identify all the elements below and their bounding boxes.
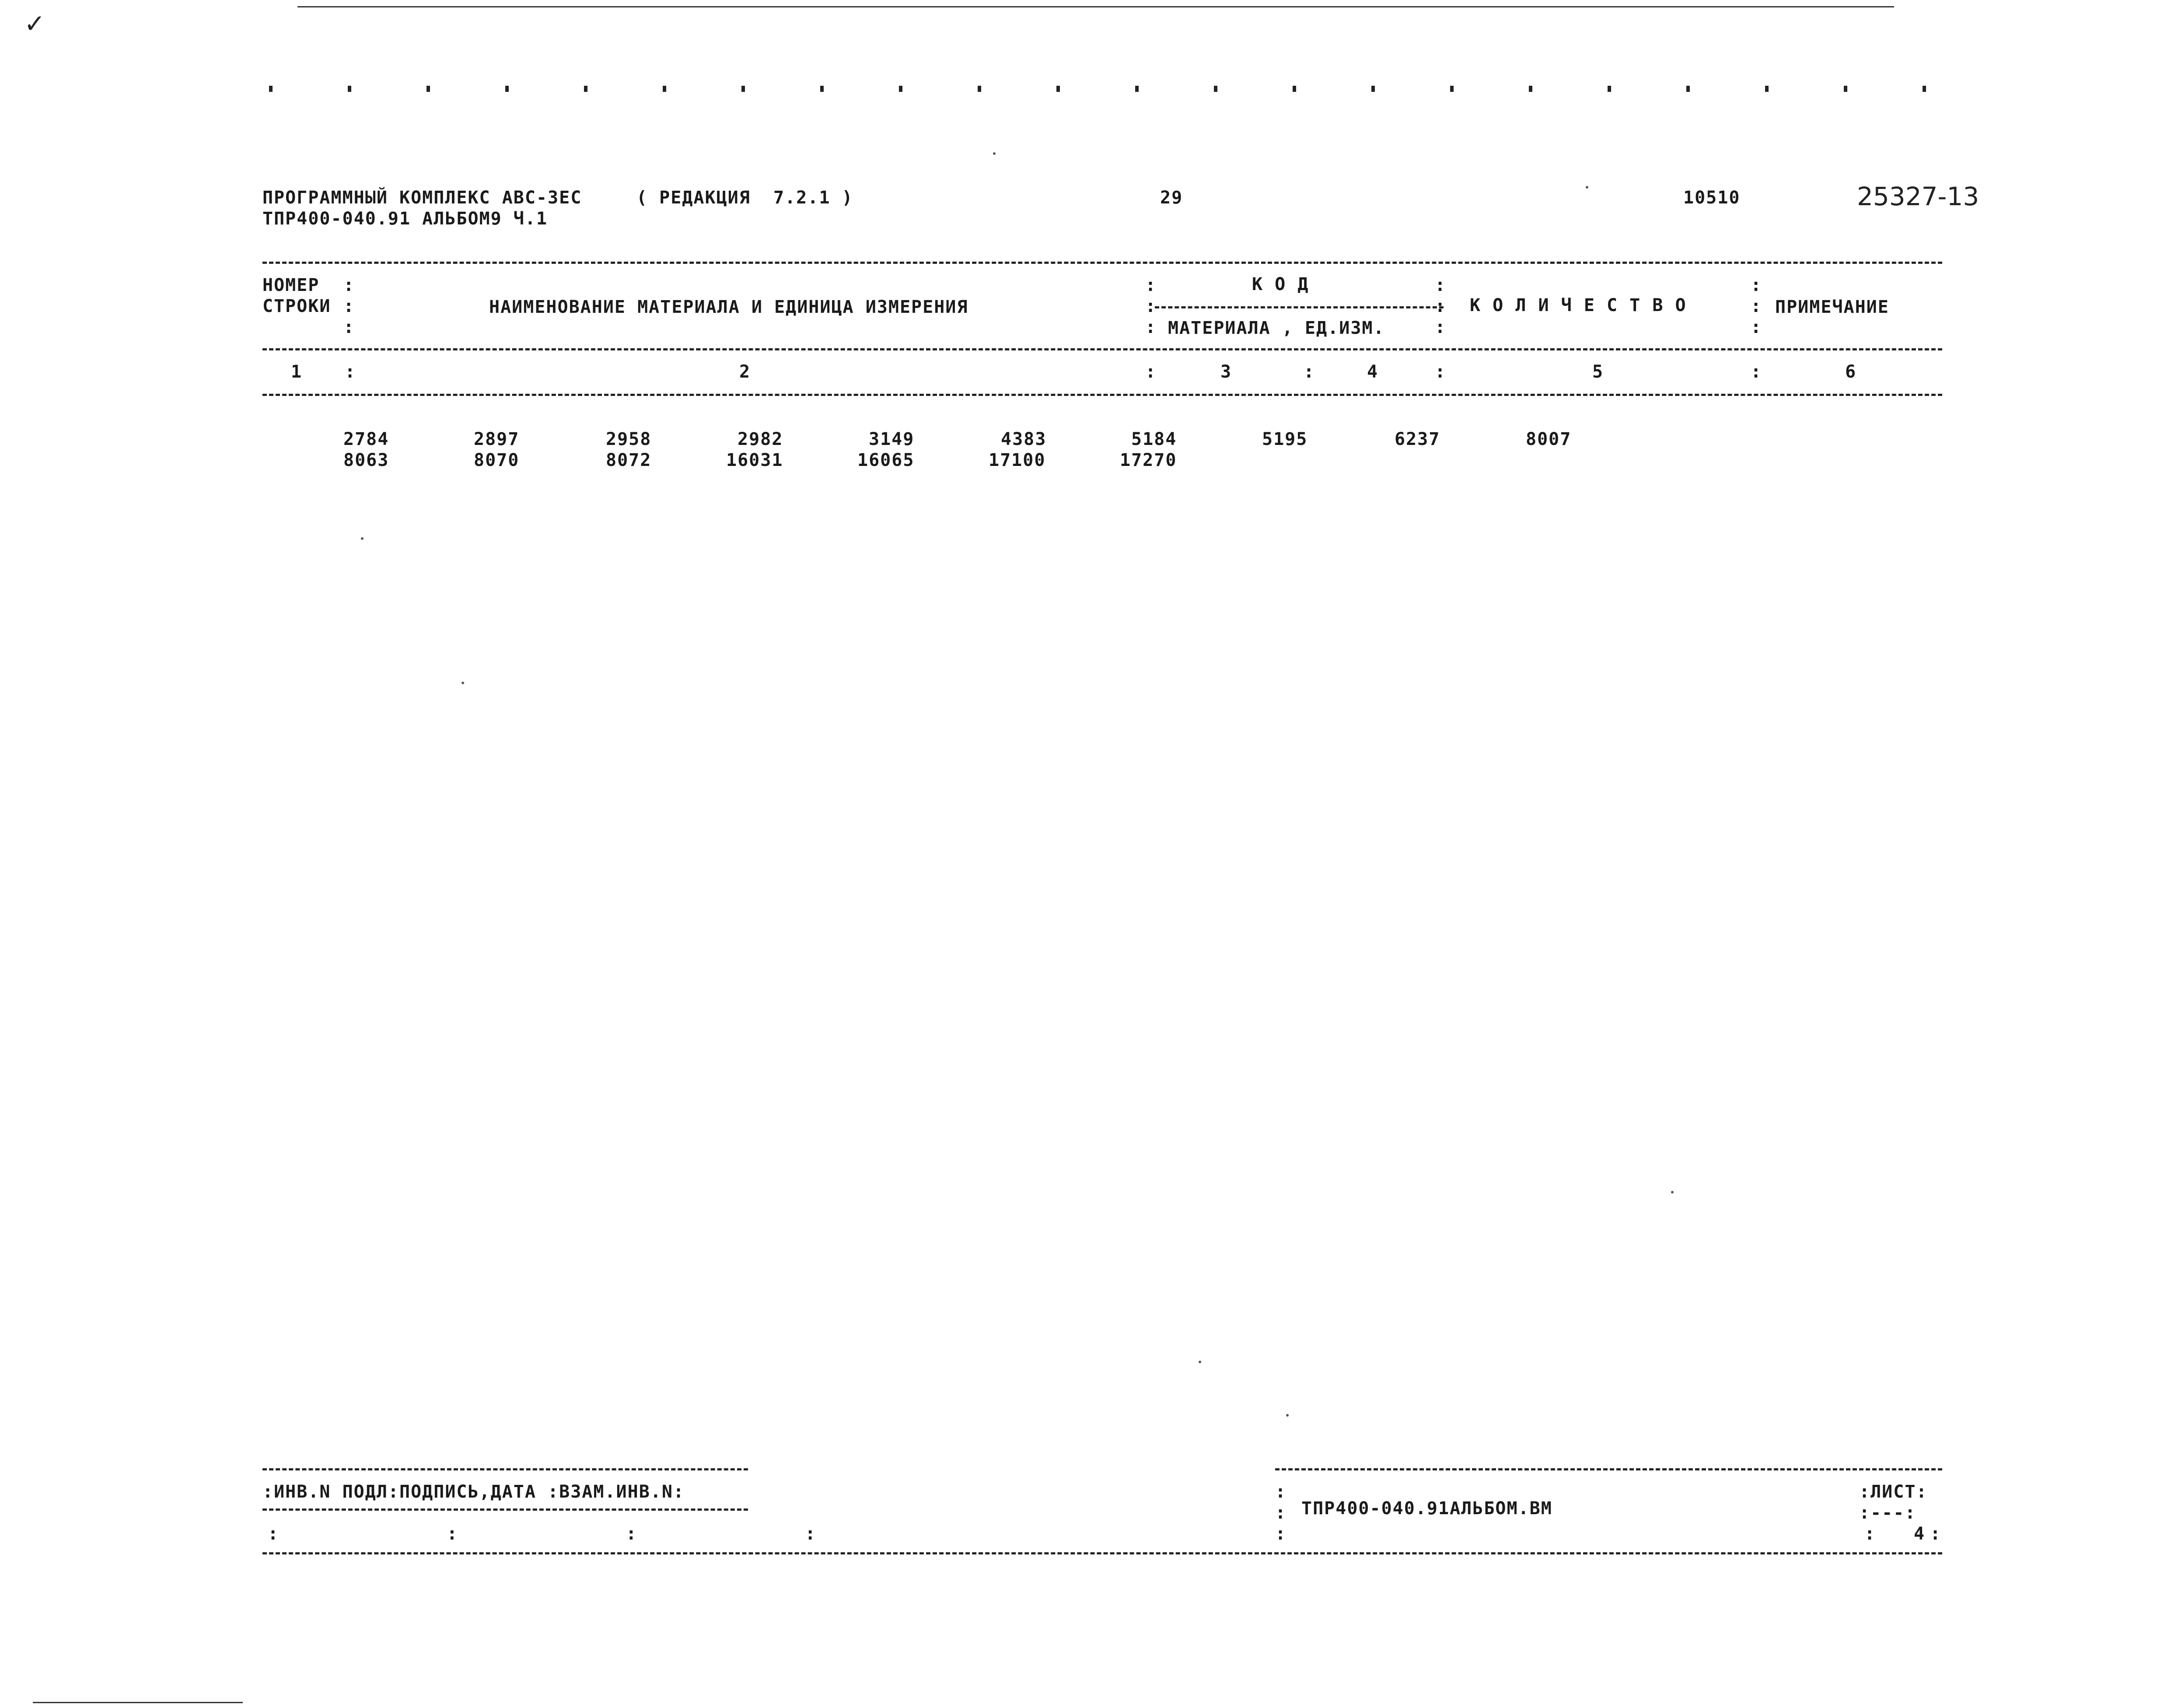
footer-document-code: ТПР400-040.91АЛЬБОМ.ВМ: [1301, 1498, 1552, 1519]
value-cell: 8007: [1526, 429, 1572, 449]
value-cell: 2897: [474, 429, 520, 449]
top-edge-line: [297, 6, 1894, 7]
column-number-5: 5: [1592, 362, 1604, 382]
code-header-divider: [1155, 306, 1444, 308]
colnum-sep-1: :: [345, 362, 356, 382]
colnum-sep-2: :: [1145, 362, 1156, 382]
col2-separator: : : :: [1145, 275, 1156, 337]
column-number-4: 4: [1367, 362, 1379, 382]
col-quantity-header: К О Л И Ч Е С Т В О: [1470, 295, 1687, 315]
value-cell: 2982: [738, 429, 783, 449]
page-number: 29: [1160, 188, 1183, 208]
sheet-number-border: :: [1864, 1524, 1875, 1544]
header-top-rule: [262, 262, 1942, 264]
value-cell: 6237: [1395, 429, 1440, 449]
col-number-header-line2: СТРОКИ: [262, 296, 331, 316]
colnum-sep-5: :: [1751, 362, 1762, 382]
footer-bottom-rule: [262, 1552, 1942, 1554]
column-number-2: 2: [739, 362, 751, 382]
edition-label: ( РЕДАКЦИЯ 7.2.1 ): [636, 188, 853, 208]
column-number-3: 3: [1220, 362, 1232, 382]
value-cell: 4383: [1001, 429, 1047, 449]
column-number-6: 6: [1845, 362, 1857, 382]
value-cell: 8072: [606, 450, 652, 470]
col-name-header: НАИМЕНОВАНИЕ МАТЕРИАЛА И ЕДИНИЦА ИЗМЕРЕНИЯ: [489, 297, 968, 317]
sheet-label: :ЛИСТ:: [1859, 1482, 1928, 1502]
footer-signature-labels: :ИНВ.N ПОДЛ:ПОДПИСЬ,ДАТА :ВЗАМ.ИНВ.N:: [262, 1482, 685, 1502]
footer-right-left-border: : : :: [1275, 1482, 1286, 1544]
document-code: 10510: [1683, 188, 1741, 208]
value-cell: 5184: [1131, 429, 1177, 449]
col-code-header-bottom: МАТЕРИАЛА , ЕД.ИЗМ.: [1168, 318, 1385, 338]
column-number-1: 1: [291, 362, 303, 382]
col-number-header-line1: НОМЕР: [262, 275, 320, 295]
footer-left-top-rule: [262, 1468, 748, 1470]
value-cell: 16065: [857, 450, 915, 470]
value-cell: 16031: [726, 450, 783, 470]
corner-checkmark: ✓: [24, 9, 45, 38]
value-cell: 8070: [474, 450, 520, 470]
sheet-number: 4: [1914, 1524, 1926, 1544]
footer-left-cell-separators: : : : :: [268, 1524, 816, 1544]
subtitle: ТПР400-040.91 АЛЬБОМ9 Ч.1: [262, 209, 548, 229]
value-cell: 8063: [343, 450, 389, 470]
col4-separator: : : :: [1751, 275, 1762, 337]
value-cell: 17100: [989, 450, 1046, 470]
header-bottom-rule: [262, 394, 1942, 396]
header-mid-rule: [262, 348, 1942, 350]
sheet-number-right-border: :: [1930, 1524, 1941, 1544]
colnum-sep-4: :: [1435, 362, 1446, 382]
value-cell: 3149: [869, 429, 915, 449]
value-cell: 5195: [1262, 429, 1308, 449]
program-title: ПРОГРАММНЫЙ КОМПЛЕКС АВС-ЗЕС: [262, 188, 582, 208]
col1-separator: : : :: [343, 275, 354, 337]
handwritten-number: 25327-13: [1857, 182, 1979, 211]
footer-right-top-rule: [1275, 1468, 1942, 1470]
value-cell: 17270: [1120, 450, 1177, 470]
colnum-sep-3: :: [1304, 362, 1314, 382]
col-code-header-top: К О Д: [1252, 274, 1309, 294]
col3-separator: : : :: [1435, 275, 1446, 337]
col-note-header: ПРИМЕЧАНИЕ: [1775, 297, 1889, 317]
sheet-label-divider: :---:: [1859, 1503, 1916, 1523]
bottom-edge-line: [33, 1702, 243, 1703]
value-cell: 2958: [606, 429, 652, 449]
footer-left-mid-rule: [262, 1508, 748, 1511]
value-cell: 2784: [343, 429, 389, 449]
